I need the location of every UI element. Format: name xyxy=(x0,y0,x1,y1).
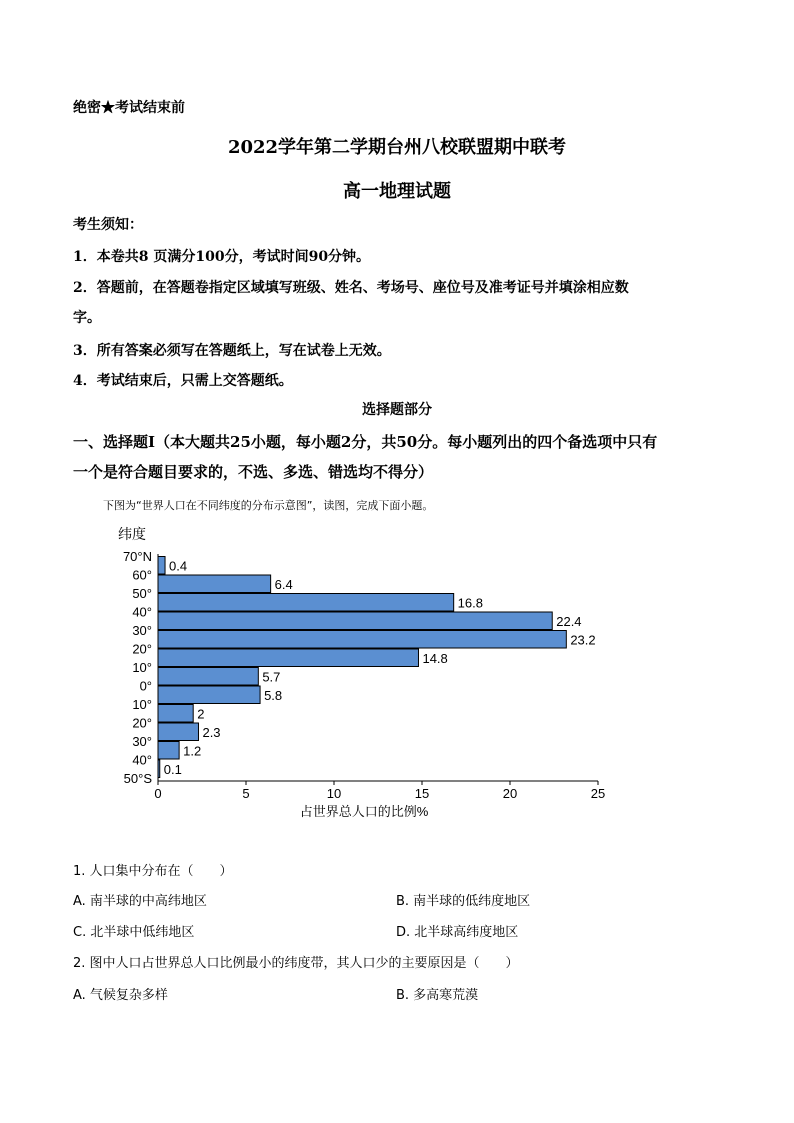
bar-value-label: 0.1 xyxy=(163,761,182,777)
notice-item: 2．答题前，在答题卷指定区域填写班级、姓名、考场号、座位号及准考证号并填涂相应数 xyxy=(73,280,629,296)
bar-value-label: 22.4 xyxy=(556,613,582,629)
bar xyxy=(158,668,258,686)
latitude-tick-label: 40° xyxy=(132,604,152,620)
exam-title: 2022学年第二学期台州八校联盟期中联考 xyxy=(227,137,567,158)
part1-instructions: 一、选择题Ⅰ（本大题共25小题，每小题2分，共50分。每小题列出的四个备选项中只有 xyxy=(73,433,658,451)
x-tick-label: 20 xyxy=(502,786,518,801)
question-2-stem: 2. 图中人口占世界总人口比例最小的纬度带，其人口少的主要原因是（ ） xyxy=(73,956,519,971)
latitude-tick-label: 50°S xyxy=(123,771,152,786)
x-axis-title: 占世界总人口的比例% xyxy=(299,804,429,819)
bar-value-label: 6.4 xyxy=(274,576,293,592)
exam-subtitle: 高一地理试题 xyxy=(343,181,451,202)
latitude-tick-label: 0° xyxy=(139,678,152,694)
bar xyxy=(158,686,260,704)
bar-value-label: 16.8 xyxy=(457,595,483,611)
x-tick-label: 10 xyxy=(326,786,342,801)
notice-item: 3．所有答案必须写在答题纸上，写在试卷上无效。 xyxy=(73,343,391,359)
x-tick-label: 5 xyxy=(242,786,250,801)
latitude-tick-label: 20° xyxy=(132,641,152,657)
bar-value-label: 1.2 xyxy=(183,743,202,759)
latitude-tick-label: 10° xyxy=(132,697,152,712)
bar xyxy=(158,594,454,612)
x-tick-label: 15 xyxy=(414,786,430,801)
question-1-option-d: D. 北半球高纬度地区 xyxy=(396,925,519,940)
latitude-tick-label: 30° xyxy=(132,734,152,749)
question-1-option-b: B. 南半球的低纬度地区 xyxy=(396,894,531,909)
question-1-option-a: A. 南半球的中高纬地区 xyxy=(73,894,207,909)
latitude-tick-label: 30° xyxy=(132,623,152,638)
bar xyxy=(158,705,193,723)
bar xyxy=(158,557,165,575)
bar-value-label: 0.4 xyxy=(169,558,188,574)
latitude-tick-label: 50° xyxy=(132,586,152,601)
bar-value-label: 5.8 xyxy=(264,687,283,703)
latitude-tick-label: 20° xyxy=(132,715,152,731)
bar xyxy=(158,723,198,741)
bar-value-label: 2 xyxy=(197,706,205,722)
latitude-tick-label: 60° xyxy=(132,567,152,583)
question-2-option-b: B. 多高寒荒漠 xyxy=(396,988,479,1003)
part1-instructions-cont: 一个是符合题目要求的，不选、多选、错选均不得分） xyxy=(73,463,434,481)
bar xyxy=(158,742,179,760)
notice-item: 字。 xyxy=(73,310,101,326)
bar-value-label: 2.3 xyxy=(202,724,221,740)
question-intro: 下图为“世界人口在不同纬度的分布示意图”，读图，完成下面小题。 xyxy=(103,499,434,512)
bar-value-label: 14.8 xyxy=(422,650,448,666)
confidential-label: 绝密★考试结束前 xyxy=(73,100,185,116)
latitude-tick-label: 40° xyxy=(132,752,152,768)
notice-item: 1．本卷共8 页满分100分，考试时间90分钟。 xyxy=(73,249,371,265)
bar xyxy=(158,631,566,649)
bar xyxy=(158,649,418,667)
bar-value-label: 23.2 xyxy=(570,632,596,648)
question-1-stem: 1. 人口集中分布在（ ） xyxy=(73,864,233,879)
latitude-tick-label: 10° xyxy=(132,660,152,675)
section-title: 选择题部分 xyxy=(362,402,432,418)
bar-value-label: 5.7 xyxy=(262,669,281,685)
latitude-tick-label: 70°N xyxy=(122,549,152,564)
notice-heading: 考生须知： xyxy=(73,217,143,233)
bar xyxy=(158,575,271,593)
x-tick-label: 25 xyxy=(590,786,606,801)
bar xyxy=(158,612,552,630)
notice-item: 4．考试结束后，只需上交答题纸。 xyxy=(73,373,293,389)
question-2-option-a: A. 气候复杂多样 xyxy=(73,988,168,1003)
question-1-option-c: C. 北半球中低纬地区 xyxy=(73,925,195,940)
population-latitude-chart xyxy=(100,520,620,830)
x-tick-label: 0 xyxy=(154,786,162,801)
y-axis-title: 纬度 xyxy=(118,526,146,542)
